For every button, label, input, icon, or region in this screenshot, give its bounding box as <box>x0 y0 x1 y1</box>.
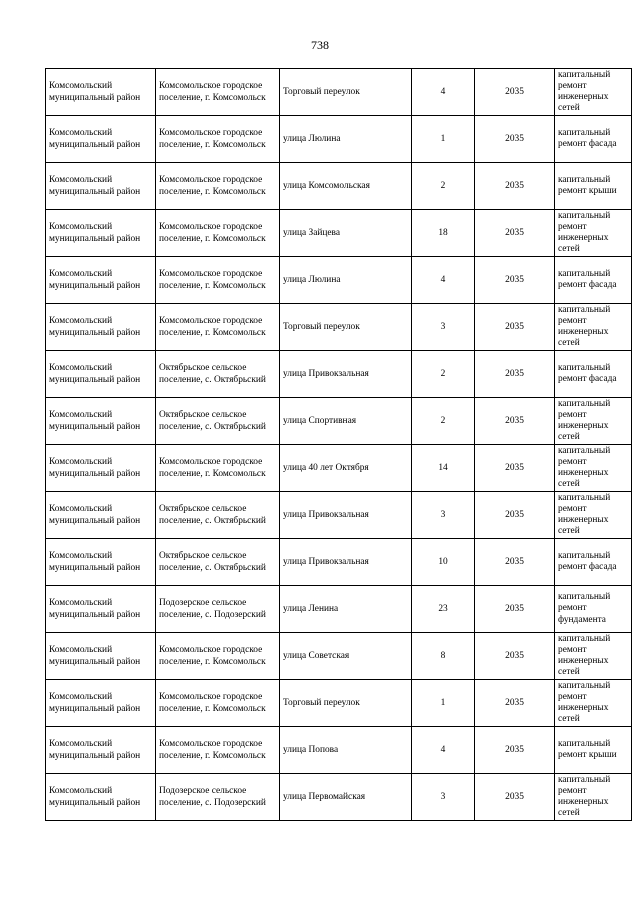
settlement-cell: Комсомольское городское поселение, г. Комсомольск <box>156 257 280 304</box>
table-row <box>46 445 632 492</box>
settlement-cell: Комсомольское городское поселение, г. Комсомольск <box>156 633 280 680</box>
year-cell: 2035 <box>475 304 555 351</box>
work-type-cell: капитальный ремонт фасада <box>555 116 632 163</box>
house-number-cell: 3 <box>412 304 475 351</box>
work-type-cell: капитальный ремонт инженерных сетей <box>555 774 632 821</box>
table-row <box>46 116 632 163</box>
settlement-cell: Комсомольское городское поселение, г. Комсомольск <box>156 445 280 492</box>
settlement-cell: Октябрьское сельское поселение, с. Октябрьский <box>156 351 280 398</box>
street-cell: улица Первомайская <box>280 774 412 821</box>
house-number-cell: 10 <box>412 539 475 586</box>
settlement-cell: Комсомольское городское поселение, г. Комсомольск <box>156 727 280 774</box>
district-cell: Комсомольский муниципальный район <box>46 257 156 304</box>
settlement-cell: Комсомольское городское поселение, г. Комсомольск <box>156 69 280 116</box>
street-cell: улица Привокзальная <box>280 492 412 539</box>
year-cell: 2035 <box>475 351 555 398</box>
year-cell: 2035 <box>475 116 555 163</box>
settlement-cell: Октябрьское сельское поселение, с. Октябрьский <box>156 492 280 539</box>
work-type-cell: капитальный ремонт инженерных сетей <box>555 445 632 492</box>
work-type-cell: капитальный ремонт инженерных сетей <box>555 680 632 727</box>
district-cell: Комсомольский муниципальный район <box>46 586 156 633</box>
house-number-cell: 4 <box>412 727 475 774</box>
house-number-cell: 4 <box>412 69 475 116</box>
house-number-cell: 2 <box>412 398 475 445</box>
house-number-cell: 1 <box>412 116 475 163</box>
work-type-cell: капитальный ремонт фасада <box>555 539 632 586</box>
street-cell: улица Советская <box>280 633 412 680</box>
table-row <box>46 69 632 116</box>
district-cell: Комсомольский муниципальный район <box>46 445 156 492</box>
table-row <box>46 398 632 445</box>
house-number-cell: 3 <box>412 774 475 821</box>
house-number-cell: 18 <box>412 210 475 257</box>
work-type-cell: капитальный ремонт фундамента <box>555 586 632 633</box>
district-cell: Комсомольский муниципальный район <box>46 680 156 727</box>
page-number: 738 <box>311 38 329 52</box>
year-cell: 2035 <box>475 680 555 727</box>
work-type-cell: капитальный ремонт инженерных сетей <box>555 304 632 351</box>
district-cell: Комсомольский муниципальный район <box>46 727 156 774</box>
house-number-cell: 4 <box>412 257 475 304</box>
settlement-cell: Октябрьское сельское поселение, с. Октябрьский <box>156 539 280 586</box>
table-row <box>46 586 632 633</box>
settlement-cell: Октябрьское сельское поселение, с. Октябрьский <box>156 398 280 445</box>
year-cell: 2035 <box>475 69 555 116</box>
house-number-cell: 23 <box>412 586 475 633</box>
table-body <box>46 69 632 821</box>
settlement-cell: Комсомольское городское поселение, г. Комсомольск <box>156 304 280 351</box>
street-cell: улица Привокзальная <box>280 351 412 398</box>
district-cell: Комсомольский муниципальный район <box>46 351 156 398</box>
district-cell: Комсомольский муниципальный район <box>46 633 156 680</box>
year-cell: 2035 <box>475 774 555 821</box>
table-row <box>46 304 632 351</box>
settlement-cell: Комсомольское городское поселение, г. Комсомольск <box>156 680 280 727</box>
table-row <box>46 774 632 821</box>
street-cell: улица Попова <box>280 727 412 774</box>
table-row <box>46 351 632 398</box>
street-cell: улица Люлина <box>280 116 412 163</box>
table-row <box>46 163 632 210</box>
year-cell: 2035 <box>475 257 555 304</box>
district-cell: Комсомольский муниципальный район <box>46 539 156 586</box>
year-cell: 2035 <box>475 492 555 539</box>
house-number-cell: 2 <box>412 163 475 210</box>
year-cell: 2035 <box>475 210 555 257</box>
district-cell: Комсомольский муниципальный район <box>46 304 156 351</box>
work-type-cell: капитальный ремонт крыши <box>555 727 632 774</box>
district-cell: Комсомольский муниципальный район <box>46 492 156 539</box>
street-cell: улица Люлина <box>280 257 412 304</box>
house-number-cell: 8 <box>412 633 475 680</box>
district-cell: Комсомольский муниципальный район <box>46 116 156 163</box>
street-cell: улица Спортивная <box>280 398 412 445</box>
settlement-cell: Комсомольское городское поселение, г. Комсомольск <box>156 116 280 163</box>
work-type-cell: капитальный ремонт инженерных сетей <box>555 398 632 445</box>
table-row <box>46 727 632 774</box>
table-row <box>46 210 632 257</box>
street-cell: Торговый переулок <box>280 680 412 727</box>
street-cell: улица Ленина <box>280 586 412 633</box>
work-type-cell: капитальный ремонт крыши <box>555 163 632 210</box>
street-cell: улица 40 лет Октября <box>280 445 412 492</box>
work-type-cell: капитальный ремонт фасада <box>555 257 632 304</box>
table-row <box>46 257 632 304</box>
settlement-cell: Комсомольское городское поселение, г. Комсомольск <box>156 210 280 257</box>
street-cell: улица Комсомольская <box>280 163 412 210</box>
district-cell: Комсомольский муниципальный район <box>46 69 156 116</box>
street-cell: улица Привокзальная <box>280 539 412 586</box>
table-row <box>46 539 632 586</box>
street-cell: Торговый переулок <box>280 304 412 351</box>
house-number-cell: 14 <box>412 445 475 492</box>
settlement-cell: Подозерское сельское поселение, с. Подозерский <box>156 774 280 821</box>
year-cell: 2035 <box>475 163 555 210</box>
work-type-cell: капитальный ремонт инженерных сетей <box>555 69 632 116</box>
year-cell: 2035 <box>475 586 555 633</box>
year-cell: 2035 <box>475 727 555 774</box>
settlement-cell: Подозерское сельское поселение, с. Подозерский <box>156 586 280 633</box>
table-row <box>46 492 632 539</box>
district-cell: Комсомольский муниципальный район <box>46 210 156 257</box>
repair-schedule-table <box>45 68 632 821</box>
house-number-cell: 2 <box>412 351 475 398</box>
work-type-cell: капитальный ремонт инженерных сетей <box>555 633 632 680</box>
district-cell: Комсомольский муниципальный район <box>46 774 156 821</box>
settlement-cell: Комсомольское городское поселение, г. Комсомольск <box>156 163 280 210</box>
work-type-cell: капитальный ремонт инженерных сетей <box>555 492 632 539</box>
work-type-cell: капитальный ремонт инженерных сетей <box>555 210 632 257</box>
table-row <box>46 680 632 727</box>
year-cell: 2035 <box>475 633 555 680</box>
house-number-cell: 1 <box>412 680 475 727</box>
year-cell: 2035 <box>475 539 555 586</box>
street-cell: Торговый переулок <box>280 69 412 116</box>
district-cell: Комсомольский муниципальный район <box>46 163 156 210</box>
year-cell: 2035 <box>475 445 555 492</box>
district-cell: Комсомольский муниципальный район <box>46 398 156 445</box>
house-number-cell: 3 <box>412 492 475 539</box>
year-cell: 2035 <box>475 398 555 445</box>
table-row <box>46 633 632 680</box>
street-cell: улица Зайцева <box>280 210 412 257</box>
work-type-cell: капитальный ремонт фасада <box>555 351 632 398</box>
